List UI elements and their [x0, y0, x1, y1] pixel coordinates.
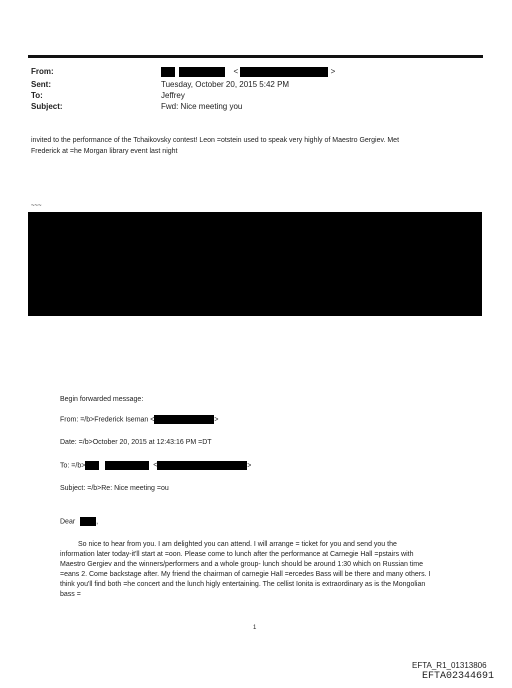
- forward-intro: Begin forwarded message:: [60, 396, 144, 403]
- para-line: Maestro Gergiev and the winners/performers and a whole group- lunch should be around 1:30 which on Russian time: [60, 561, 424, 568]
- subject-value: Fwd: Nice meeting you: [161, 102, 243, 111]
- redaction-box: [240, 67, 328, 77]
- para-line: So nice to hear from you. I am delighted you can attend. I will arrange = ticket for you and send you the: [78, 541, 397, 548]
- forward-date-row: Date: =/b>October 20, 2015 at 12:43:16 PM =DT: [60, 439, 212, 446]
- forward-subject-row: Subject: =/b>Re: Nice meeting =ou: [60, 485, 169, 492]
- from-value: < >: [161, 67, 335, 77]
- sent-label: Sent:: [31, 80, 51, 89]
- redaction-box: [157, 461, 247, 470]
- para-line: information later today-it'll start at =oon. Please come to lunch after the performance at Carnegie Hall =pstairs with: [60, 551, 414, 558]
- redaction-box: [179, 67, 225, 77]
- from-label: From:: [31, 67, 54, 76]
- redaction-box: [105, 461, 149, 470]
- forward-to-text: To: =/b>: [60, 462, 86, 470]
- redaction-box: [85, 461, 99, 470]
- redaction-block: [28, 212, 482, 316]
- forward-to-row: To: =/b> < >: [60, 462, 252, 470]
- forward-from-row: From: =/b>Frederick Iseman < >: [60, 416, 219, 424]
- to-value: Jeffrey: [161, 91, 185, 100]
- forward-from-text: From: =/b>Frederick Iseman <: [60, 416, 155, 424]
- para-line: bass =: [60, 591, 81, 598]
- redaction-box: [80, 517, 96, 526]
- body-line-2: Frederick at =he Morgan library event last night: [31, 148, 178, 155]
- header-rule: [28, 55, 483, 58]
- page-number: 1: [253, 625, 257, 631]
- document-id-2: EFTA02344691: [422, 671, 495, 682]
- redaction-box: [154, 415, 214, 424]
- subject-label: Subject:: [31, 102, 63, 111]
- para-line: think you'll find both =he concert and the lunch higly entertaining. The cellist Ionita is extraordinary as is the Mongolian: [60, 581, 426, 588]
- document-id-1: EFTA_R1_01313806: [412, 661, 487, 670]
- body-line-1: invited to the performance of the Tchaikovsky contest! Leon =otstein used to speak very highly of Maestro Gergiev. Met: [31, 137, 400, 144]
- salutation: Dear ,: [60, 518, 99, 526]
- redaction-box: [161, 67, 175, 77]
- para-line: =eans 2. Come backstage after. My friend the chairman of carnegie Hall =ercedes Bass will be there and many others. I: [60, 571, 431, 578]
- separator-tilde: ~~~: [31, 203, 42, 209]
- sent-value: Tuesday, October 20, 2015 5:42 PM: [161, 80, 290, 89]
- to-label: To:: [31, 91, 43, 100]
